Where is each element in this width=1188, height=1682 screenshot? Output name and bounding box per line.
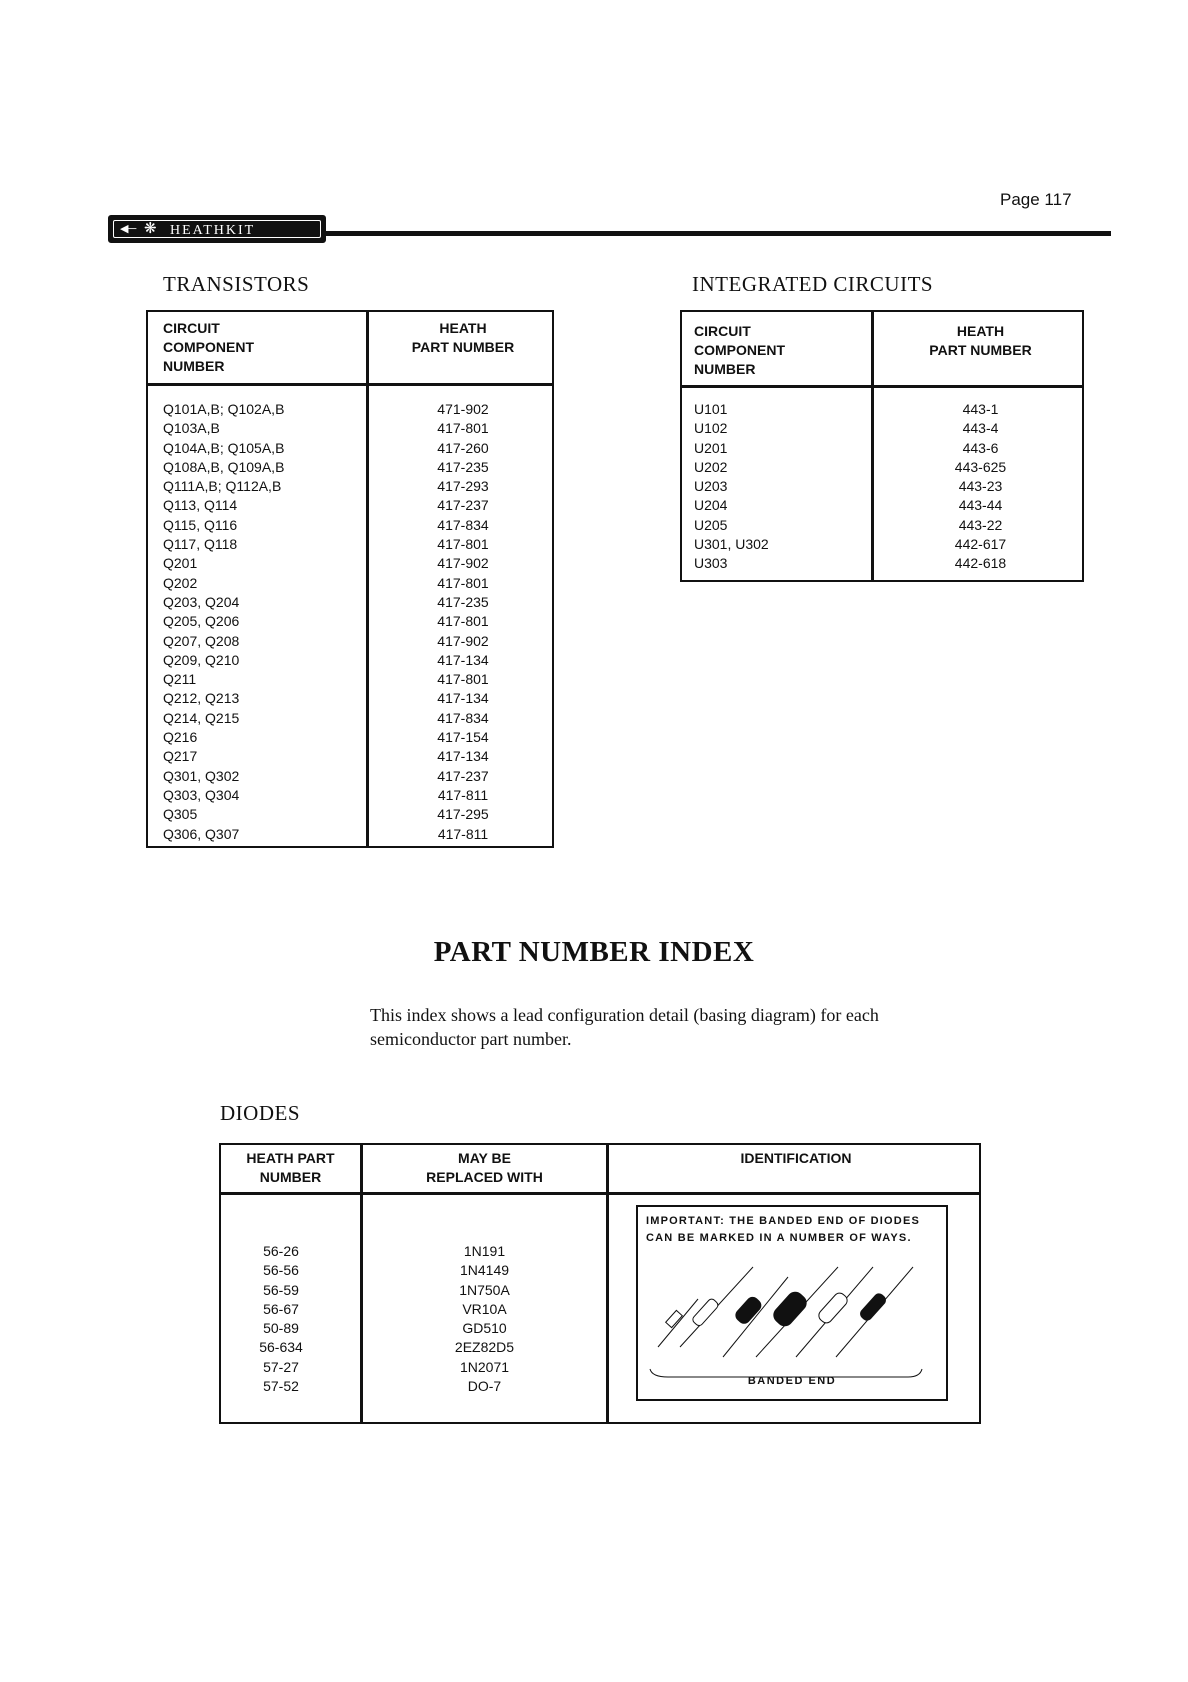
transistor-component: Q113, Q114 [163,497,238,514]
banded-end-label: BANDED END [747,1375,837,1387]
table-header-component: CIRCUIT COMPONENT NUMBER [163,320,254,374]
transistor-part-number: 417-154 [437,729,489,746]
ic-component: U205 [694,516,728,533]
diode-part-number: 56-59 [263,1281,299,1298]
index-title: PART NUMBER INDEX [433,936,755,968]
transistor-component: Q301, Q302 [163,767,240,784]
transistor-component: Q306, Q307 [163,825,240,842]
diode-part-column [221,1242,341,1396]
ic-component: U303 [694,555,728,572]
transistor-part-number: 417-134 [437,748,489,765]
transistor-part-number: 417-237 [437,497,489,514]
ic-table [680,310,1084,582]
transistor-part-number: 417-811 [437,825,489,842]
diode-part-number: 56-67 [263,1300,299,1317]
ic-component: U301, U302 [694,536,769,553]
diode-part-number: 50-89 [263,1320,299,1337]
diode-replacement: GD510 [462,1320,507,1337]
transistor-part-number: 417-235 [437,593,489,610]
transistor-part-number: 417-235 [437,458,489,475]
transistor-part-number: 417-801 [437,613,489,630]
arrow-icon: ◀─ [120,223,137,235]
diode-part-number: 56-56 [263,1262,299,1279]
table-header-identification: IDENTIFICATION [740,1150,852,1166]
transistor-part-number: 417-134 [437,690,489,707]
transistors-title: TRANSISTORS [163,272,310,296]
transistor-part-number: 417-801 [437,536,489,553]
ic-title: INTEGRATED CIRCUITS [692,272,934,296]
diode-replacement: 1N750A [459,1281,510,1298]
page-number: Page 117 [1000,190,1072,209]
component-column [163,400,284,844]
diode-part-number: 56-26 [263,1243,299,1259]
ic-part-number: 443-625 [954,458,1007,475]
transistor-component: Q207, Q208 [163,632,240,649]
transistor-part-number: 417-801 [437,671,489,688]
ic-component: U102 [694,420,728,437]
heathkit-logo [108,215,326,243]
index-description: This index shows a lead configuration detail (basing diagram) for each semiconductor part number. [370,1005,879,1049]
transistor-part-number: 417-134 [437,651,489,668]
transistor-component: Q216 [163,729,198,746]
transistor-part-number: 417-902 [437,632,489,649]
ic-component: U101 [694,401,728,417]
transistor-part-number: 417-295 [437,806,489,823]
diode-replacement: DO-7 [467,1378,502,1395]
ic-component: U203 [694,478,728,495]
transistor-component: Q101A,B; Q102A,B [163,401,285,417]
transistor-component: Q205, Q206 [163,613,240,630]
table-header-replacement: MAY BE REPLACED WITH [426,1150,543,1185]
ic-part-number: 443-23 [958,478,1003,495]
diodes-title: DIODES [220,1101,300,1125]
transistor-component: Q214, Q215 [163,709,240,726]
transistor-component: Q117, Q118 [163,536,238,553]
transistor-part-number: 471-902 [437,401,489,417]
diode-part-number: 56-634 [259,1339,303,1356]
ic-part-number: 443-1 [962,401,999,417]
component-column [694,400,769,574]
diode-part-number: 57-27 [263,1358,299,1375]
table-header-part: HEATH PART NUMBER [411,320,515,355]
replacement-column [363,1242,606,1396]
ic-part-number: 443-4 [962,420,999,437]
part-number-column [370,400,556,844]
diode-replacement: VR10A [462,1300,507,1317]
ic-component: U204 [694,497,728,514]
transistor-part-number: 417-260 [437,439,489,456]
ic-part-number: 442-618 [954,555,1007,572]
atom-icon: ❋ [144,220,157,237]
transistor-component: Q303, Q304 [163,786,240,803]
diode-identification-illustration [636,1205,948,1401]
diode-replacement: 1N2071 [459,1358,510,1375]
transistor-component: Q104A,B; Q105A,B [163,439,285,456]
transistor-component: Q103A,B [163,420,220,437]
table-header-part: HEATH PART NUMBER [246,1150,335,1185]
transistor-part-number: 417-237 [437,767,489,784]
transistor-component: Q305 [163,806,198,823]
illustration-note: IMPORTANT: THE BANDED END OF DIODES CAN BE MARKED IN A NUMBER OF WAYS. [646,1215,921,1244]
transistor-part-number: 417-811 [437,786,489,803]
transistor-component: Q211 [163,671,197,688]
transistor-component: Q111A,B; Q112A,B [163,478,282,495]
table-header-part: HEATH PART NUMBER [929,323,1032,358]
ic-part-number: 442-617 [954,536,1007,553]
ic-part-number: 443-44 [958,497,1003,514]
diode-drawings [638,1207,946,1399]
transistor-component: Q108A,B, Q109A,B [163,458,285,475]
ic-component: U201 [694,439,728,456]
ic-part-number: 443-22 [958,516,1003,533]
transistor-component: Q201 [163,555,198,572]
transistor-component: Q217 [163,748,198,765]
transistors-table [146,310,554,848]
diode-replacement: 2EZ82D5 [454,1339,515,1356]
diode-part-number: 57-52 [263,1378,299,1395]
transistor-part-number: 417-834 [437,709,489,726]
transistor-component: Q202 [163,574,198,591]
transistor-part-number: 417-834 [437,516,489,533]
transistor-part-number: 417-902 [437,555,489,572]
transistor-part-number: 417-801 [437,574,489,591]
ic-part-number: 443-6 [962,439,999,456]
transistor-part-number: 417-801 [437,420,489,437]
transistor-part-number: 417-293 [437,478,489,495]
transistor-component: Q115, Q116 [163,516,238,533]
diode-replacement: 1N191 [463,1243,506,1259]
table-header-component: CIRCUIT COMPONENT NUMBER [694,323,785,377]
ic-component: U202 [694,458,728,475]
transistor-component: Q209, Q210 [163,651,240,668]
logo-wordmark: HEATHKIT [170,223,256,238]
transistor-component: Q203, Q204 [163,593,240,610]
transistor-component: Q212, Q213 [163,690,240,707]
diode-replacement: 1N4149 [459,1262,510,1279]
part-number-column [875,400,1086,574]
